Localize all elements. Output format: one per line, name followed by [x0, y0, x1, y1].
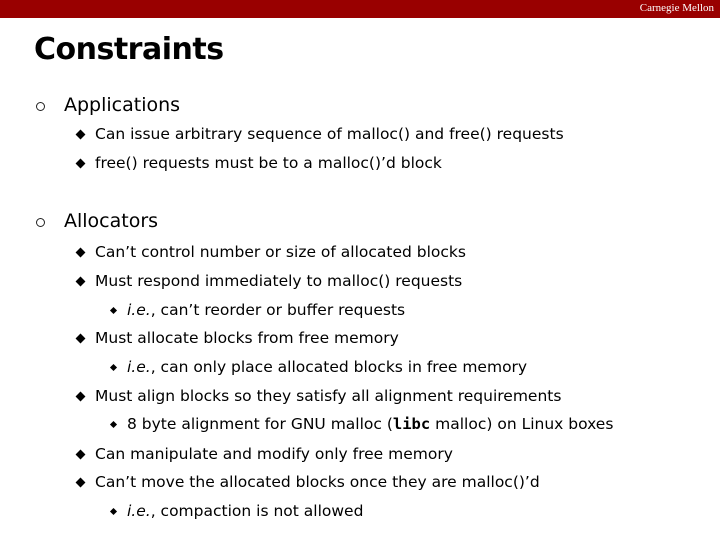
square-bullet-icon [76, 477, 86, 487]
list-item-text: Must allocate blocks from free memory [95, 329, 399, 347]
list-item-text: Can’t control number or size of allocated blocks [95, 243, 466, 261]
square-bullet-icon [76, 391, 86, 401]
list-item-text: Must align blocks so they satisfy all alignment requirements [95, 387, 562, 405]
bullet-heading: Allocators [64, 210, 159, 232]
list-item [77, 268, 462, 294]
list-item-text: Can manipulate and modify only free memory [95, 445, 453, 463]
sub-item-text: , compaction is not allowed [150, 502, 364, 520]
square-bullet-icon [110, 420, 117, 427]
sub-list-item [111, 498, 363, 524]
list-item [77, 383, 561, 409]
list-item-text: Must respond immediately to malloc() requests [95, 272, 463, 290]
ie-text: i.e. [127, 502, 151, 520]
sub-item-text: malloc) on Linux boxes [430, 415, 614, 433]
square-bullet-icon [76, 276, 86, 286]
list-item-text: Can issue arbitrary sequence of malloc() and free() requests [95, 125, 564, 143]
list-item-text: free() requests must be to a malloc()’d block [95, 154, 442, 172]
list-item [77, 150, 442, 176]
list-item [77, 239, 466, 265]
sub-list-item [111, 411, 613, 437]
sub-list-item [111, 297, 405, 323]
header-bar [0, 0, 720, 18]
sub-item-text: , can only place allocated blocks in free memory [150, 358, 528, 376]
square-bullet-icon [76, 333, 86, 343]
square-bullet-icon [76, 129, 86, 139]
slide-title: Constraints [34, 32, 224, 67]
ring-bullet-icon [36, 102, 45, 111]
code-text: libc [392, 415, 431, 433]
sub-item-text: , can’t reorder or buffer requests [150, 301, 406, 319]
square-bullet-icon [76, 449, 86, 459]
bullet-allocators [36, 208, 158, 234]
bullet-heading: Applications [64, 94, 181, 116]
list-item-text: Can’t move the allocated blocks once they are malloc()’d [95, 473, 540, 491]
square-bullet-icon [110, 507, 117, 514]
square-bullet-icon [76, 158, 86, 168]
square-bullet-icon [76, 247, 86, 257]
ring-bullet-icon [36, 218, 45, 227]
sub-list-item [111, 354, 527, 380]
list-item [77, 469, 540, 495]
square-bullet-icon [110, 306, 117, 313]
list-item [77, 121, 564, 147]
list-item [77, 441, 453, 467]
list-item [77, 325, 399, 351]
ie-text: i.e. [127, 358, 151, 376]
bullet-applications [36, 92, 180, 118]
sub-item-text: 8 byte alignment for GNU malloc ( [127, 415, 393, 433]
org-name: Carnegie Mellon [639, 2, 714, 14]
ie-text: i.e. [127, 301, 151, 319]
square-bullet-icon [110, 363, 117, 370]
